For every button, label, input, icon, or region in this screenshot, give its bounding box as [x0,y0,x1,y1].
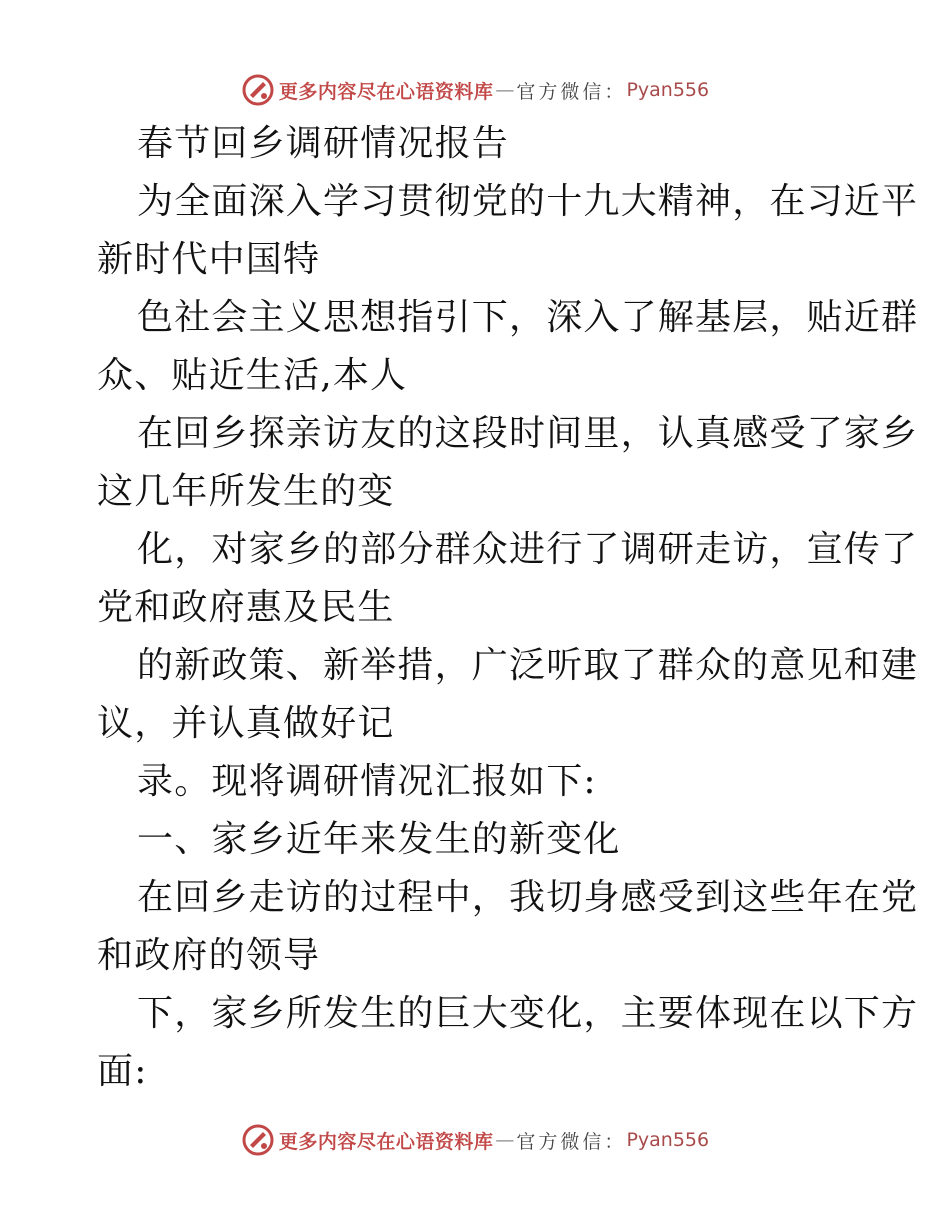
banner-separator: — [495,79,515,101]
text-line: 和政府的领导 [97,935,321,976]
text-line: 的新政策、新举措，广泛听取了群众的意见和建 [137,645,919,686]
text-line: 议，并认真做好记 [97,703,395,744]
text-line: 化，对家乡的部分群众进行了调研走访，宣传了 [137,529,919,570]
text-line: 下，家乡所发生的巨大变化，主要体现在以下方 [137,993,919,1034]
brand-logo-icon [241,73,275,107]
text-line: 一、家乡近年来发生的新变化 [137,819,621,860]
text-line: 在回乡探亲访友的这段时间里，认真感受了家乡 [137,413,919,454]
wechat-id: Pyan556 [626,79,710,101]
text-line: 这几年所发生的变 [97,471,395,512]
brand-name: 更多内容尽在心语资料库 [278,80,494,103]
wechat-id: Pyan556 [626,1129,710,1151]
document-body [97,115,919,1101]
text-line: 在回乡走访的过程中，我切身感受到这些年在党 [137,877,919,918]
text-line: 党和政府惠及民生 [97,587,395,628]
wechat-label: 官方微信： [516,80,627,103]
text-line: 面: [97,1051,148,1092]
text-line: 众、贴近生活,本人 [97,355,408,396]
brand-logo-icon [241,1123,275,1157]
text-line: 春节回乡调研情况报告 [137,123,510,164]
banner-separator: — [495,1129,515,1151]
text-line: 录。现将调研情况汇报如下: [137,761,597,802]
header-watermark-banner [0,70,950,110]
text-line: 为全面深入学习贯彻党的十九大精神，在习近平 [137,181,919,222]
wechat-label: 官方微信： [516,1130,627,1153]
footer-watermark-banner [0,1120,950,1160]
text-line: 色社会主义思想指引下，深入了解基层，贴近群 [137,297,919,338]
brand-name: 更多内容尽在心语资料库 [278,1130,494,1153]
text-line: 新时代中国特 [97,239,321,280]
